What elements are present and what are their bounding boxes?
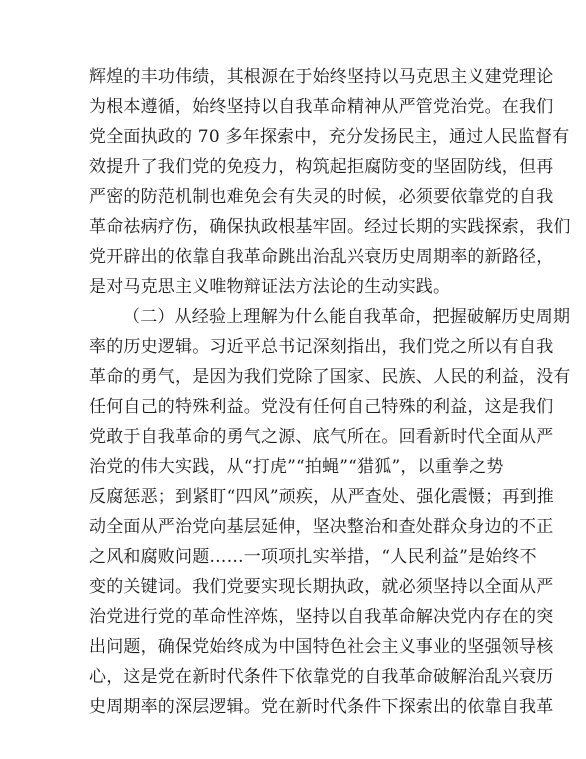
text-line: 心，这是党在新时代条件下依靠党的自我革命破解治乱兴衰历 (89, 667, 554, 687)
text-line: 治党进行党的革命性淬炼，坚持以自我革命解决党内存在的突 (89, 607, 554, 627)
text-line: 出问题，确保党始终成为中国特色社会主义事业的坚强领导核 (89, 637, 554, 657)
text-line: 治党的伟大实践，从“打虎”“拍蝇”“猎狐”，以重拳之势 (89, 457, 504, 477)
text-line: 党开辟出的依靠自我革命跳出治乱兴衰历史周期率的新路径， (89, 247, 554, 267)
text-line: 史周期率的深层逻辑。党在新时代条件下探索出的依靠自我革 (89, 697, 554, 717)
section-heading-line: （二）从经验上理解为什么能自我革命，把握破解历史周期 (123, 307, 571, 327)
text-line: 之风和腐败问题……一项项扎实举措，“人民利益”是始终不 (89, 547, 537, 567)
text-line: 动全面从严治党向基层延伸，坚决整治和查处群众身边的不正 (89, 517, 554, 537)
text-line: 严密的防范机制也难免会有失灵的时候，必须要依靠党的自我 (89, 187, 554, 207)
text-line: 是对马克思主义唯物辩证法方法论的生动实践。 (89, 277, 451, 297)
text-line: 辉煌的丰功伟绩，其根源在于始终坚持以马克思主义建党理论 (89, 67, 554, 87)
text-line: 变的关键词。我们党要实现长期执政，就必须坚持以全面从严 (89, 577, 554, 597)
text-line: 反腐惩恶；到紧盯“四风”顽疾，从严查处、强化震慑；再到推 (89, 487, 554, 507)
text-line: 为根本遵循，始终坚持以自我革命精神从严管党治党。在我们 (89, 97, 554, 117)
text-line: 革命祛病疗伤，确保执政根基牢固。经过长期的实践探索，我们 (89, 217, 571, 237)
body-text (89, 62, 571, 722)
text-line: 率的历史逻辑。习近平总书记深刻指出，我们党之所以有自我 (89, 337, 554, 357)
text-line: 党全面执政的 70 多年探索中，充分发扬民主，通过人民监督有 (89, 127, 570, 147)
text-line: 党敢于自我革命的勇气之源、底气所在。回看新时代全面从严 (89, 427, 554, 447)
text-line: 革命的勇气，是因为我们党除了国家、民族、人民的利益，没有 (89, 367, 571, 387)
text-line: 效提升了我们党的免疫力，构筑起拒腐防变的坚固防线，但再 (89, 157, 554, 177)
text-line: 任何自己的特殊利益。党没有任何自己特殊的利益，这是我们 (89, 397, 554, 417)
